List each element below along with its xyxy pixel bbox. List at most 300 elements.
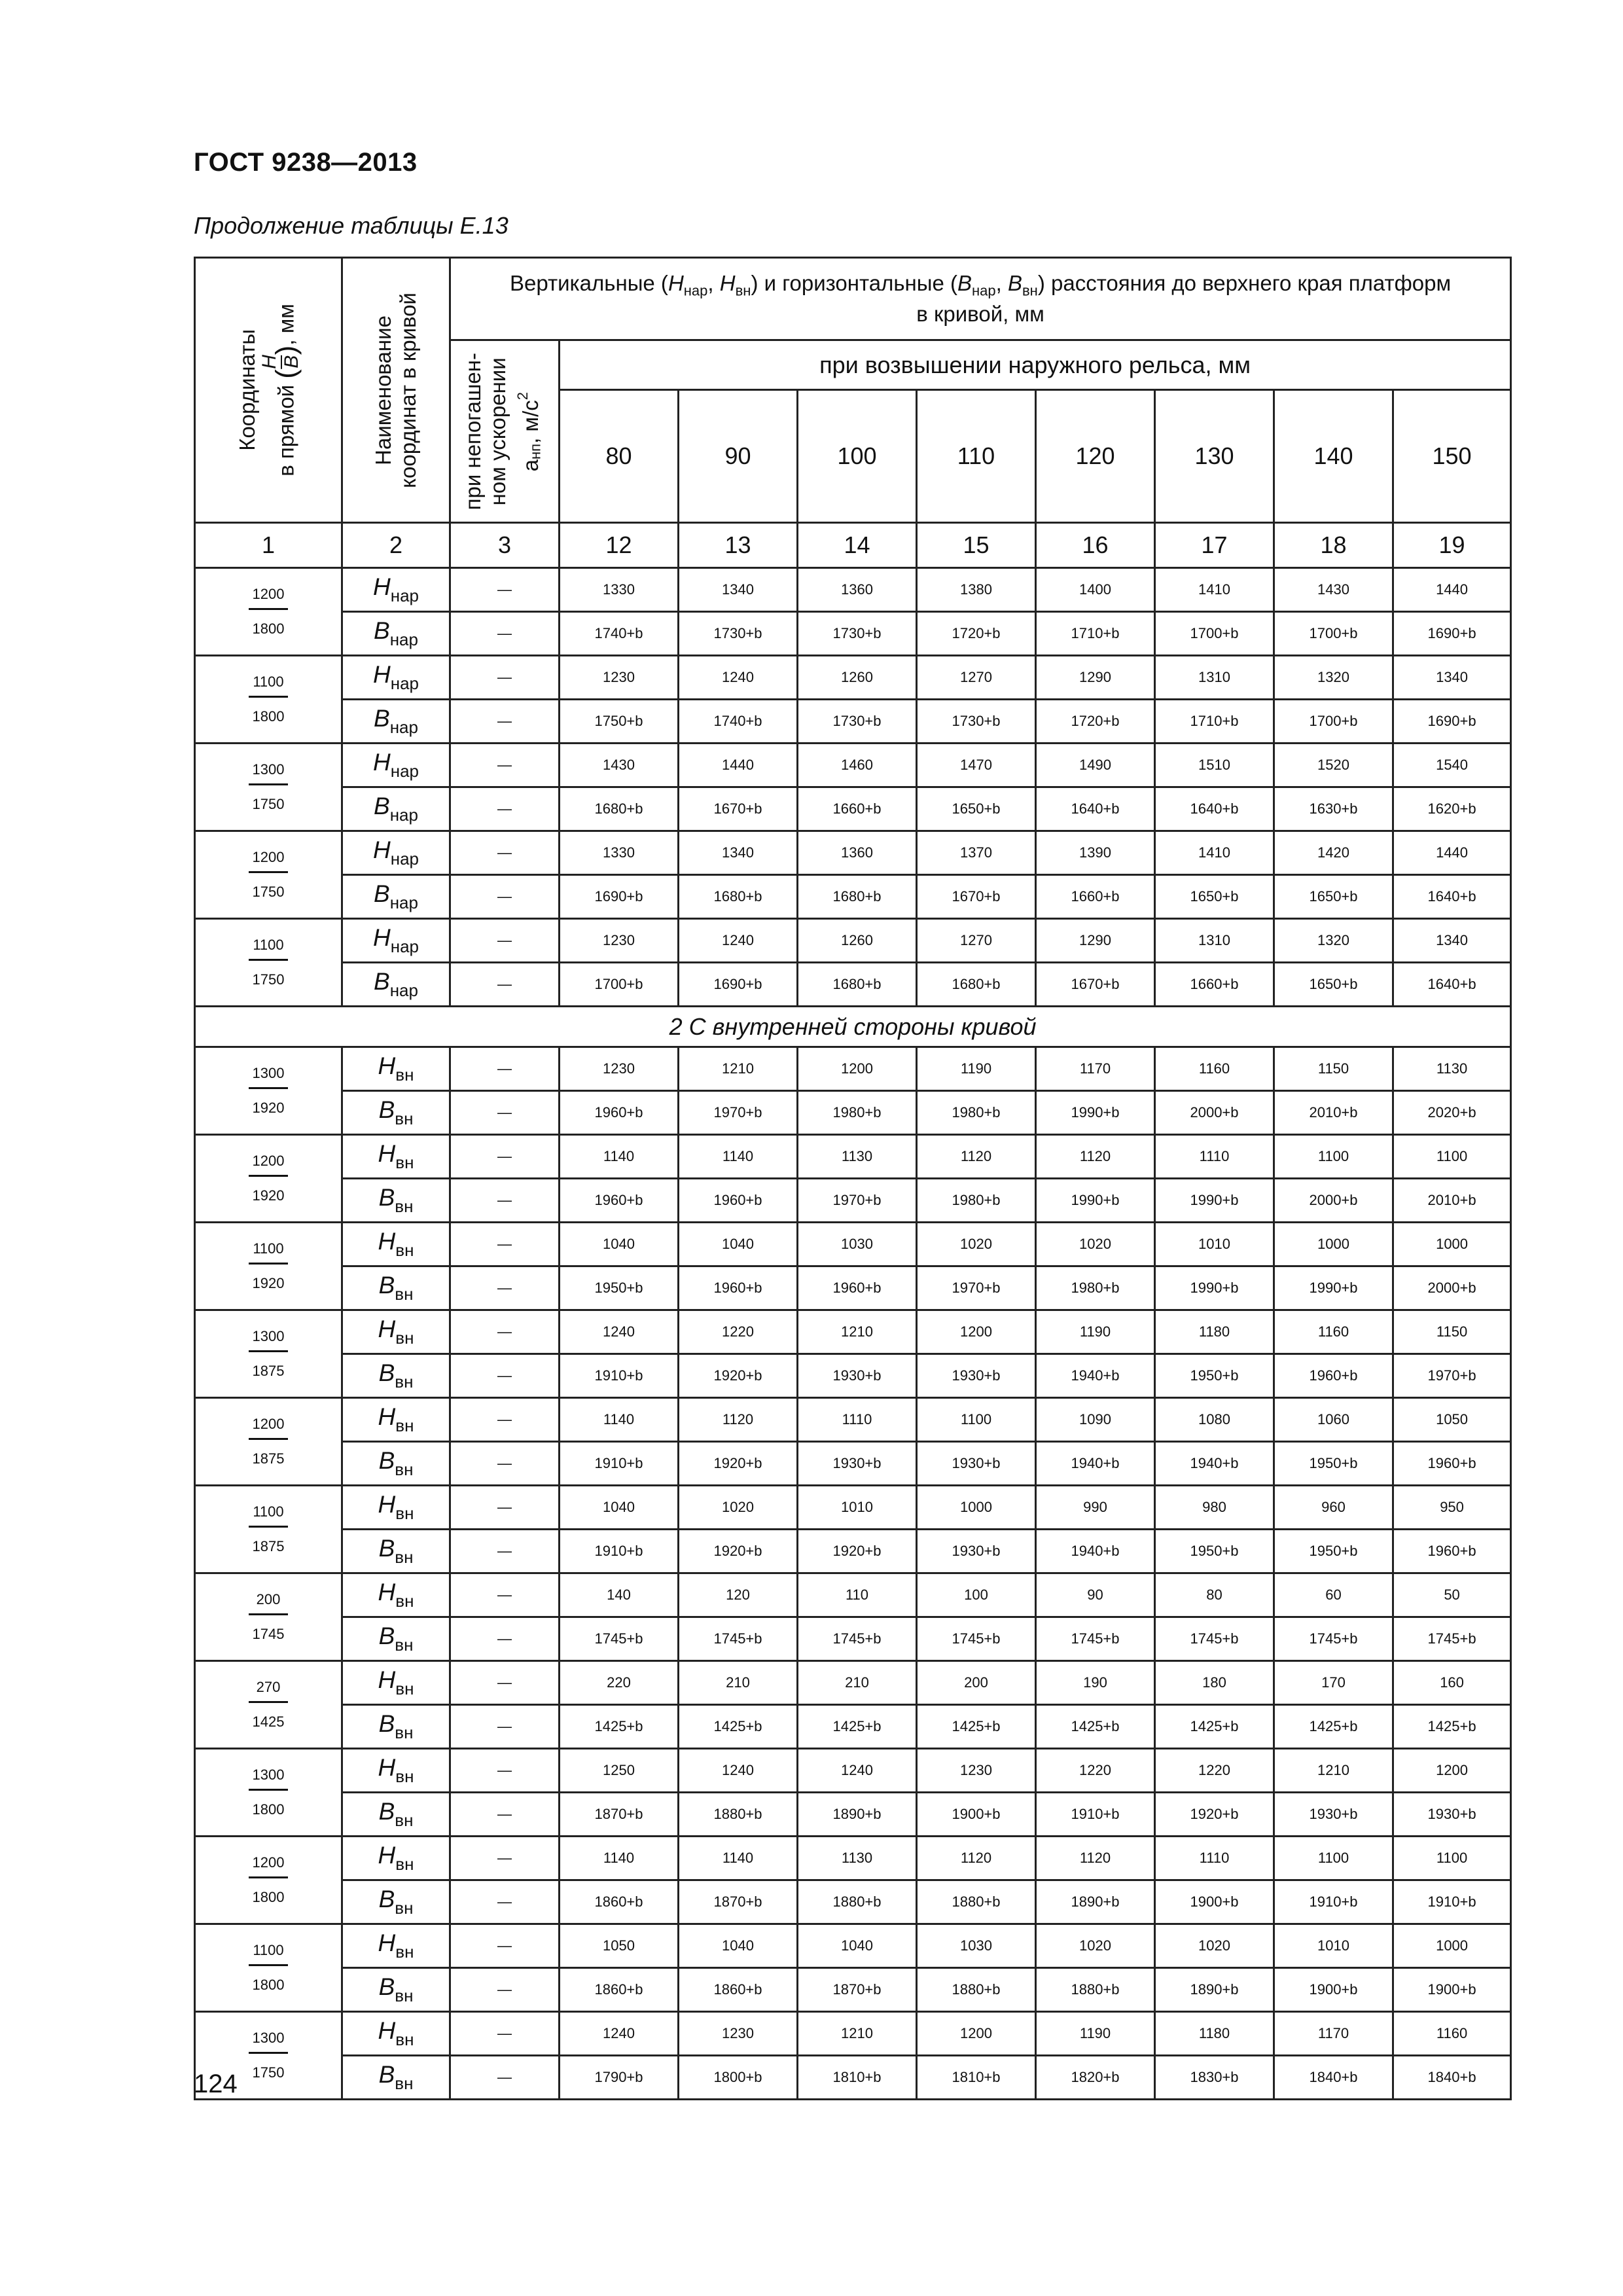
table-cell: 1990+b	[1036, 1179, 1155, 1223]
table-cell: 1740+b	[679, 700, 798, 744]
fraction-denominator: 1750	[252, 2064, 285, 2081]
table-cell: 1210	[798, 1310, 917, 1354]
table-cell: 1730+b	[798, 612, 917, 656]
acceleration-value: —	[450, 1749, 560, 1793]
table-row	[195, 1047, 1511, 1091]
table-cell: 1930+b	[798, 1354, 917, 1398]
coordinate-name-h: Hвн	[342, 1486, 450, 1530]
table-row	[195, 1442, 1511, 1486]
table-row	[195, 1179, 1511, 1223]
table-cell: 1640+b	[1393, 875, 1511, 919]
table-row	[195, 744, 1511, 787]
fraction-denominator: 1750	[252, 796, 285, 812]
table-cell: 1650+b	[1274, 963, 1393, 1007]
table-cell: 1990+b	[1036, 1091, 1155, 1135]
page-number: 124	[194, 2070, 238, 2098]
table-cell: 1370	[917, 831, 1036, 875]
table-cell: 50	[1393, 1573, 1511, 1617]
table-row	[195, 1573, 1511, 1617]
table-cell: 1670+b	[679, 787, 798, 831]
table-cell: 1680+b	[679, 875, 798, 919]
table-cell: 1660+b	[1155, 963, 1274, 1007]
table-cell: 1020	[1036, 1223, 1155, 1266]
table-row	[195, 1135, 1511, 1179]
fraction	[249, 1323, 289, 1385]
coordinate-name-b: Bвн	[342, 1179, 450, 1223]
table-cell: 160	[1393, 1661, 1511, 1705]
table-cell: 1960+b	[560, 1179, 679, 1223]
table-cell: 1260	[798, 919, 917, 963]
table-row	[195, 875, 1511, 919]
table-cell: 1920+b	[1155, 1793, 1274, 1837]
table-cell: 1080	[1155, 1398, 1274, 1442]
acceleration-value: —	[450, 919, 560, 963]
table-cell: 1320	[1274, 656, 1393, 700]
table-cell: 1425+b	[679, 1705, 798, 1749]
table-cell: 1880+b	[917, 1880, 1036, 1924]
table-cell: 1050	[560, 1924, 679, 1968]
header-accel-line3: $а_{нп}$, $м/с^2$	[514, 391, 544, 471]
table-cell: 1650+b	[1155, 875, 1274, 919]
table-cell: 1110	[1155, 1135, 1274, 1179]
table-cell: 1970+b	[1393, 1354, 1511, 1398]
header-distances-title: Вертикальные ($H_{нар}$, $H_{вн}$) и горизонтальные ($B_{нар}$, $B_{вн}$) расстояния до верхнего края платформ в кривой, мм	[450, 258, 1511, 340]
table-row	[195, 2056, 1511, 2100]
table-cell: 1410	[1155, 568, 1274, 612]
coordinate-name-h: Hвн	[342, 1047, 450, 1091]
fraction	[249, 668, 289, 730]
table-cell: 1660+b	[1036, 875, 1155, 919]
table-cell: 1680+b	[798, 963, 917, 1007]
table-cell: 1980+b	[798, 1091, 917, 1135]
table-cell: 80	[1155, 1573, 1274, 1617]
table-cell: 1000	[1274, 1223, 1393, 1266]
acceleration-value: —	[450, 1880, 560, 1924]
column-number-3: 12	[560, 523, 679, 568]
table-cell: 1490	[1036, 744, 1155, 787]
table-cell: 1440	[1393, 568, 1511, 612]
table-cell: 1230	[560, 919, 679, 963]
table-row	[195, 919, 1511, 963]
fraction-numerator: 1200	[249, 1410, 289, 1440]
table-cell: 1380	[917, 568, 1036, 612]
table-cell: 1880+b	[1036, 1968, 1155, 2012]
table-cell: 100	[917, 1573, 1036, 1617]
table-cell: 1745+b	[560, 1617, 679, 1661]
table-cell: 1010	[1155, 1223, 1274, 1266]
fraction-numerator: 1100	[249, 1498, 289, 1528]
table-cell: 1730+b	[917, 700, 1036, 744]
coordinate-name-h: Hнар	[342, 744, 450, 787]
acceleration-value: —	[450, 1530, 560, 1573]
column-number-6: 15	[917, 523, 1036, 568]
fraction-denominator: 1920	[252, 1100, 285, 1116]
acceleration-value: —	[450, 1968, 560, 2012]
table-cell: 1170	[1036, 1047, 1155, 1091]
table-row	[195, 1223, 1511, 1266]
header-coordinates-line1: Координаты	[235, 329, 259, 451]
coordinate-fraction	[195, 1135, 342, 1223]
fraction-numerator: 1100	[249, 931, 289, 961]
table-cell: 1960+b	[679, 1266, 798, 1310]
table-cell: 1230	[560, 1047, 679, 1091]
acceleration-value: —	[450, 568, 560, 612]
table-cell: 1950+b	[1155, 1354, 1274, 1398]
table-cell: 1425+b	[798, 1705, 917, 1749]
coordinate-name-b: Bвн	[342, 2056, 450, 2100]
table-cell: 1310	[1155, 656, 1274, 700]
table-cell: 1910+b	[560, 1442, 679, 1486]
acceleration-value: —	[450, 1266, 560, 1310]
table-cell: 1430	[560, 744, 679, 787]
coordinate-name-h: Hвн	[342, 1310, 450, 1354]
table-row	[195, 1486, 1511, 1530]
coordinate-fraction	[195, 1837, 342, 1924]
table-cell: 1730+b	[798, 700, 917, 744]
acceleration-value: —	[450, 1179, 560, 1223]
table-cell: 1140	[560, 1135, 679, 1179]
table-cell: 1960+b	[560, 1091, 679, 1135]
fraction	[249, 581, 289, 643]
header-elevation-7: 150	[1393, 390, 1511, 523]
table-cell: 1340	[1393, 656, 1511, 700]
table-row	[195, 612, 1511, 656]
table-cell: 1880+b	[917, 1968, 1036, 2012]
table-cell: 1890+b	[1036, 1880, 1155, 1924]
table-cell: 1670+b	[917, 875, 1036, 919]
table-cell: 1740+b	[560, 612, 679, 656]
fraction	[249, 1060, 289, 1122]
coordinate-fraction	[195, 1223, 342, 1310]
table-cell: 2000+b	[1274, 1179, 1393, 1223]
table-cell: 90	[1036, 1573, 1155, 1617]
coordinate-name-b: Bвн	[342, 1880, 450, 1924]
header-acceleration	[450, 340, 560, 523]
header-elevation-3: 110	[917, 390, 1036, 523]
table-cell: 1700+b	[1155, 612, 1274, 656]
table-cell: 1150	[1393, 1310, 1511, 1354]
acceleration-value: —	[450, 2056, 560, 2100]
table-cell: 1970+b	[679, 1091, 798, 1135]
table-cell: 1200	[917, 2012, 1036, 2056]
table-cell: 1920+b	[679, 1354, 798, 1398]
fraction-denominator: 1745	[252, 1626, 285, 1642]
table-cell: 1745+b	[917, 1617, 1036, 1661]
table-cell: 1470	[917, 744, 1036, 787]
table-cell: 1230	[679, 2012, 798, 2056]
column-number-10: 19	[1393, 523, 1511, 568]
fraction-denominator: 1800	[252, 620, 285, 637]
acceleration-value: —	[450, 700, 560, 744]
table-cell: 1640+b	[1393, 963, 1511, 1007]
header-elevation-6: 140	[1274, 390, 1393, 523]
table-cell: 1990+b	[1155, 1179, 1274, 1223]
fraction-denominator: 1800	[252, 1889, 285, 1905]
coordinate-name-b: Bвн	[342, 1354, 450, 1398]
table-cell: 1840+b	[1393, 2056, 1511, 2100]
header-elevation-4: 120	[1036, 390, 1155, 523]
table-cell: 1880+b	[798, 1880, 917, 1924]
fraction	[249, 1147, 289, 1210]
header-coordinates-line2: в прямой ( H B ), мм	[259, 304, 302, 476]
table-cell: 1910+b	[560, 1530, 679, 1573]
coordinate-fraction	[195, 568, 342, 656]
coordinate-fraction	[195, 744, 342, 831]
table-cell: 1100	[1274, 1837, 1393, 1880]
header-elevation-0: 80	[560, 390, 679, 523]
table-cell: 1100	[1393, 1837, 1511, 1880]
table-cell: 1130	[798, 1135, 917, 1179]
fraction-denominator: 1920	[252, 1187, 285, 1204]
table-cell: 1330	[560, 568, 679, 612]
acceleration-value: —	[450, 1793, 560, 1837]
fraction-numerator: 1300	[249, 2024, 289, 2054]
table-cell: 200	[917, 1661, 1036, 1705]
acceleration-value: —	[450, 1442, 560, 1486]
table-cell: 1745+b	[798, 1617, 917, 1661]
table-row	[195, 1310, 1511, 1354]
coordinate-name-h: Hвн	[342, 1661, 450, 1705]
table-cell: 1660+b	[798, 787, 917, 831]
table-cell: 1200	[917, 1310, 1036, 1354]
table-cell: 1910+b	[1393, 1880, 1511, 1924]
table-cell: 1970+b	[917, 1266, 1036, 1310]
table-cell: 1950+b	[560, 1266, 679, 1310]
acceleration-value: —	[450, 612, 560, 656]
coordinate-name-b: Bвн	[342, 1442, 450, 1486]
table-row	[195, 2012, 1511, 2056]
table-cell: 1425+b	[917, 1705, 1036, 1749]
table-cell: 1630+b	[1274, 787, 1393, 831]
header-elevation-5: 130	[1155, 390, 1274, 523]
table-cell: 1120	[679, 1398, 798, 1442]
coordinate-fraction	[195, 1398, 342, 1486]
table-cell: 1860+b	[560, 1968, 679, 2012]
acceleration-value: —	[450, 1617, 560, 1661]
table-cell: 1130	[798, 1837, 917, 1880]
fraction-denominator: 1875	[252, 1363, 285, 1379]
table-cell: 1040	[679, 1223, 798, 1266]
table-cell: 1240	[679, 1749, 798, 1793]
table-cell: 1960+b	[1393, 1442, 1511, 1486]
table-cell: 1910+b	[1036, 1793, 1155, 1837]
header-coordinate-name	[342, 258, 450, 523]
table-row	[195, 1266, 1511, 1310]
table-cell: 1860+b	[560, 1880, 679, 1924]
table-cell: 1240	[560, 1310, 679, 1354]
fraction-numerator: 1200	[249, 581, 289, 610]
table-cell: 1900+b	[1274, 1968, 1393, 2012]
acceleration-value: —	[450, 787, 560, 831]
table-cell: 1640+b	[1036, 787, 1155, 831]
table-cell: 1420	[1274, 831, 1393, 875]
table-row	[195, 700, 1511, 744]
table-cell: 1930+b	[798, 1442, 917, 1486]
table-cell: 190	[1036, 1661, 1155, 1705]
table-cell: 220	[560, 1661, 679, 1705]
coordinate-name-h: Hвн	[342, 1573, 450, 1617]
table-cell: 1010	[798, 1486, 917, 1530]
table-cell: 1870+b	[798, 1968, 917, 2012]
table-row	[195, 1968, 1511, 2012]
fraction	[249, 1674, 289, 1736]
fraction-denominator: 1800	[252, 1801, 285, 1818]
table-cell: 1020	[679, 1486, 798, 1530]
table-cell: 1180	[1155, 1310, 1274, 1354]
coordinate-name-h: Hвн	[342, 1223, 450, 1266]
table-cell: 1940+b	[1036, 1354, 1155, 1398]
table-cell: 1020	[1155, 1924, 1274, 1968]
table-cell: 980	[1155, 1486, 1274, 1530]
table-cell: 1040	[560, 1223, 679, 1266]
table-cell: 1680+b	[560, 787, 679, 831]
coordinate-fraction	[195, 1661, 342, 1749]
table-cell: 1390	[1036, 831, 1155, 875]
acceleration-value: —	[450, 1661, 560, 1705]
coordinate-name-b: Bвн	[342, 1617, 450, 1661]
table-cell: 1425+b	[560, 1705, 679, 1749]
table-cell: 1240	[679, 656, 798, 700]
table-cell: 1510	[1155, 744, 1274, 787]
table-cell: 1720+b	[917, 612, 1036, 656]
table-cell: 1260	[798, 656, 917, 700]
table-cell: 1670+b	[1036, 963, 1155, 1007]
table-cell: 1050	[1393, 1398, 1511, 1442]
table-cell: 1950+b	[1274, 1530, 1393, 1573]
table-cell: 1030	[798, 1223, 917, 1266]
acceleration-value: —	[450, 1091, 560, 1135]
table-row	[195, 1705, 1511, 1749]
table-cell: 140	[560, 1573, 679, 1617]
table-row	[195, 1661, 1511, 1705]
column-number-8: 17	[1155, 523, 1274, 568]
table-cell: 1900+b	[1155, 1880, 1274, 1924]
table-cell: 1700+b	[1274, 700, 1393, 744]
coordinate-name-b: Bнар	[342, 875, 450, 919]
fraction-denominator: 1875	[252, 1538, 285, 1554]
table-cell: 1890+b	[1155, 1968, 1274, 2012]
table-cell: 1745+b	[679, 1617, 798, 1661]
table-cell: 1240	[798, 1749, 917, 1793]
table-cell: 1360	[798, 831, 917, 875]
table-cell: 1460	[798, 744, 917, 787]
coordinate-name-h: Hвн	[342, 2012, 450, 2056]
table-cell: 1700+b	[1274, 612, 1393, 656]
coordinate-fraction	[195, 1486, 342, 1573]
table-cell: 1870+b	[679, 1880, 798, 1924]
table-cell: 1340	[679, 831, 798, 875]
table-cell: 1680+b	[798, 875, 917, 919]
table-cell: 1400	[1036, 568, 1155, 612]
table-row	[195, 1793, 1511, 1837]
fraction-denominator: 1875	[252, 1450, 285, 1467]
table-cell: 1040	[798, 1924, 917, 1968]
table-cell: 1330	[560, 831, 679, 875]
table-cell: 1060	[1274, 1398, 1393, 1442]
fraction-denominator: 1800	[252, 1977, 285, 1993]
table-cell: 1920+b	[679, 1442, 798, 1486]
table-cell: 2010+b	[1274, 1091, 1393, 1135]
table-cell: 1000	[1393, 1223, 1511, 1266]
table-cell: 1830+b	[1155, 2056, 1274, 2100]
table-cell: 1960+b	[1393, 1530, 1511, 1573]
fraction	[249, 844, 289, 906]
table-cell: 1340	[1393, 919, 1511, 963]
table-cell: 1220	[1036, 1749, 1155, 1793]
table-cell: 1240	[679, 919, 798, 963]
table-cell: 1360	[798, 568, 917, 612]
table-cell: 1930+b	[917, 1354, 1036, 1398]
acceleration-value: —	[450, 2012, 560, 2056]
coordinate-name-b: Bнар	[342, 963, 450, 1007]
fraction	[249, 1761, 289, 1823]
acceleration-value: —	[450, 831, 560, 875]
table-cell: 1860+b	[679, 1968, 798, 2012]
table-cell: 1800+b	[679, 2056, 798, 2100]
table-cell: 1110	[1155, 1837, 1274, 1880]
header-name-line2: координат в кривой	[396, 292, 420, 488]
fraction	[249, 1586, 289, 1648]
table-cell: 1210	[798, 2012, 917, 2056]
table-cell: 1120	[917, 1837, 1036, 1880]
fraction	[249, 1235, 289, 1297]
table-cell: 1940+b	[1036, 1442, 1155, 1486]
table-cell: 1140	[679, 1135, 798, 1179]
table-cell: 1425+b	[1274, 1705, 1393, 1749]
table-cell: 1810+b	[798, 2056, 917, 2100]
table-cell: 1640+b	[1155, 787, 1274, 831]
header-coordinates	[195, 258, 342, 523]
table-cell: 1870+b	[560, 1793, 679, 1837]
coordinate-fraction	[195, 1924, 342, 2012]
data-table	[194, 257, 1512, 2100]
header-elevation-title: при возвышении наружного рельса, мм	[560, 340, 1511, 390]
table-cell: 1930+b	[1274, 1793, 1393, 1837]
table-cell: 1840+b	[1274, 2056, 1393, 2100]
table-cell: 1730+b	[679, 612, 798, 656]
table-cell: 1990+b	[1155, 1266, 1274, 1310]
header-name-line1: Наименование	[371, 315, 395, 465]
coordinate-name-b: Bвн	[342, 1793, 450, 1837]
coordinate-name-b: Bнар	[342, 612, 450, 656]
table-cell: 1190	[1036, 2012, 1155, 2056]
table-cell: 1090	[1036, 1398, 1155, 1442]
coordinate-name-b: Bнар	[342, 700, 450, 744]
fraction-numerator: 270	[249, 1674, 289, 1703]
table-row	[195, 1749, 1511, 1793]
table-cell: 1745+b	[1393, 1617, 1511, 1661]
table-cell: 2000+b	[1393, 1266, 1511, 1310]
fraction-numerator: 1100	[249, 668, 289, 698]
table-cell: 1940+b	[1155, 1442, 1274, 1486]
column-number-5: 14	[798, 523, 917, 568]
table-cell: 1810+b	[917, 2056, 1036, 2100]
header-elevation-2: 100	[798, 390, 917, 523]
table-cell: 1620+b	[1393, 787, 1511, 831]
header-elevation-1: 90	[679, 390, 798, 523]
fraction-denominator: 1425	[252, 1713, 285, 1730]
table-cell: 1425+b	[1155, 1705, 1274, 1749]
table-cell: 1690+b	[1393, 700, 1511, 744]
table-row	[195, 656, 1511, 700]
coordinate-name-b: Bвн	[342, 1091, 450, 1135]
section-row	[195, 1007, 1511, 1047]
table-row	[195, 1530, 1511, 1573]
table-cell: 1180	[1155, 2012, 1274, 2056]
table-cell: 170	[1274, 1661, 1393, 1705]
fraction	[249, 1937, 289, 1999]
table-cell: 960	[1274, 1486, 1393, 1530]
